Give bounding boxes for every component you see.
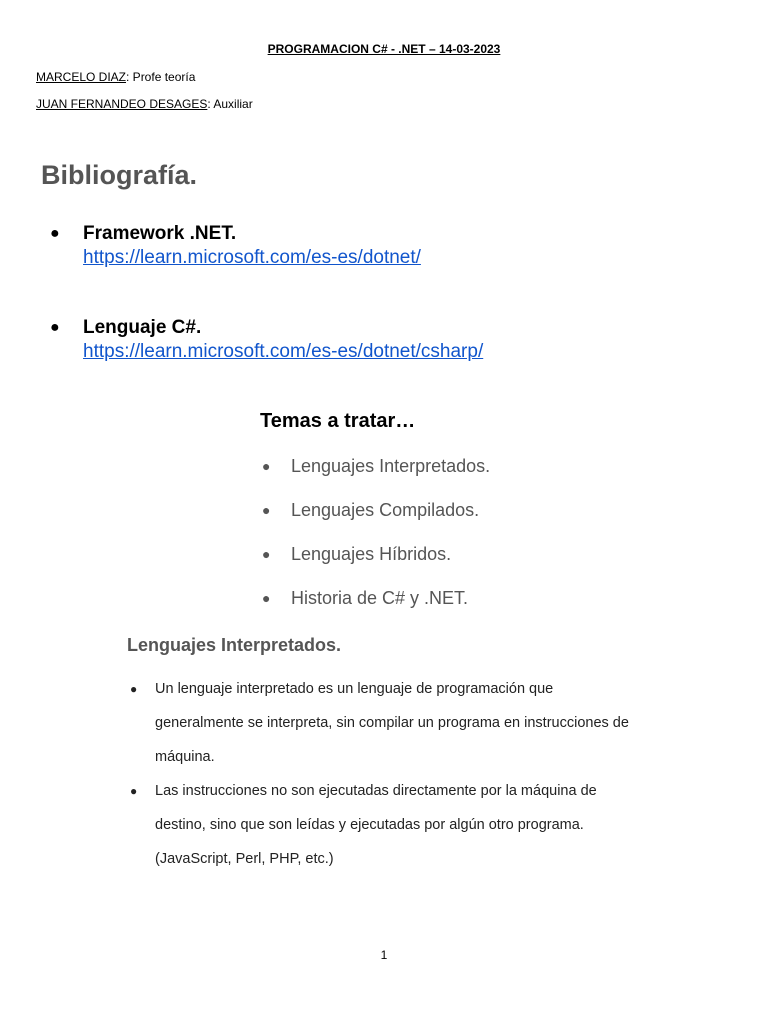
staff-role: : Auxiliar	[207, 97, 253, 111]
bullet-icon: ●	[262, 590, 271, 606]
topic-text: Lenguajes Interpretados.	[291, 456, 491, 476]
topic-text: Historia de C# y .NET.	[291, 588, 469, 608]
staff-line-assistant	[36, 97, 253, 111]
topic-text: Lenguajes Compilados.	[291, 500, 480, 520]
text-line: máquina.	[155, 749, 215, 765]
topics-heading: Temas a tratar…	[260, 410, 416, 432]
text-line: Las instrucciones no son ejecutadas directamente por la máquina de	[155, 783, 597, 799]
bullet-icon: ●	[130, 682, 138, 696]
text-line: destino, sino que son leídas y ejecutadas por algún otro programa.	[155, 817, 584, 833]
bibliography-link[interactable]: https://learn.microsoft.com/es-es/dotnet/	[83, 247, 421, 268]
bullet-icon: ●	[50, 225, 60, 242]
bullet-icon: ●	[262, 458, 271, 474]
bibliography-heading: Bibliografía.	[41, 160, 198, 190]
interpreted-item	[130, 774, 670, 876]
bullet-icon: ●	[262, 502, 271, 518]
bullet-icon: ●	[50, 319, 60, 336]
page-number: 1	[380, 948, 388, 962]
bullet-icon: ●	[130, 784, 138, 798]
text-line: Un lenguaje interpretado es un lenguaje de programación que	[155, 681, 554, 697]
staff-name: JUAN FERNANDEO DESAGES	[36, 97, 208, 111]
text-line: (JavaScript, Perl, PHP, etc.)	[155, 851, 334, 867]
interpreted-list	[130, 672, 670, 876]
interpreted-item	[130, 672, 670, 774]
interpreted-text	[155, 774, 670, 876]
staff-line-teacher	[36, 70, 195, 84]
topic-text: Lenguajes Híbridos.	[291, 544, 452, 564]
bibliography-link[interactable]: https://learn.microsoft.com/es-es/dotnet/csharp/	[83, 341, 484, 362]
text-line: generalmente se interpreta, sin compilar un programa en instrucciones de	[155, 715, 629, 731]
bullet-icon: ●	[262, 546, 271, 562]
staff-role: : Profe teoría	[126, 70, 196, 84]
staff-name: MARCELO DIAZ	[36, 70, 127, 84]
interpreted-heading: Lenguajes Interpretados.	[127, 635, 342, 655]
bibliography-label: Framework .NET.	[83, 223, 237, 244]
interpreted-text	[155, 672, 670, 774]
bibliography-label: Lenguaje C#.	[83, 317, 202, 338]
document-title: PROGRAMACION C# - .NET – 14-03-2023	[267, 42, 501, 56]
